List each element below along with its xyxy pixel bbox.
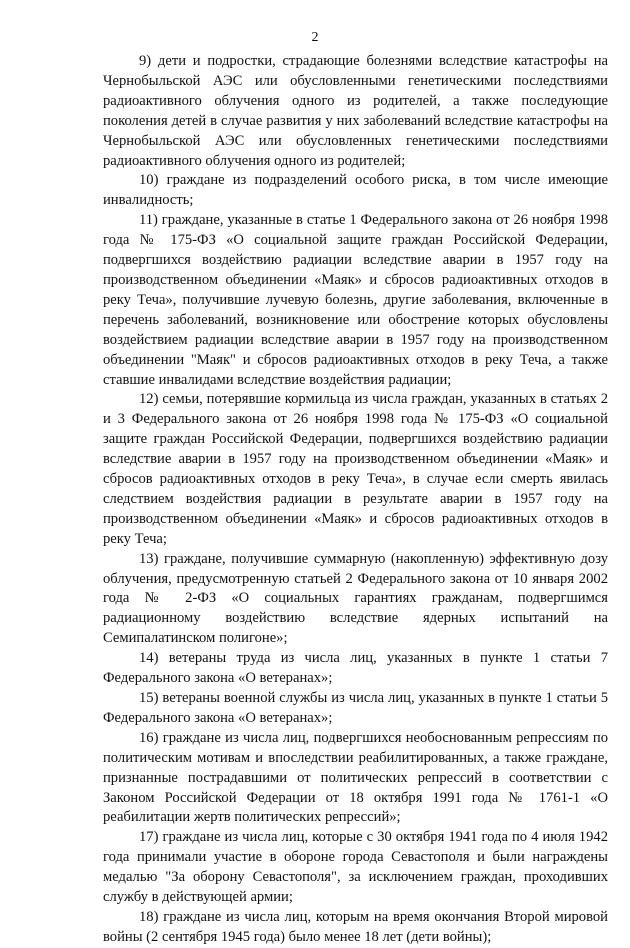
document-body	[103, 52, 608, 948]
list-item-11: 11) граждане, указанные в статье 1 Федерального закона от 26 ноября 1998 года № 175-ФЗ «О социальной защите граждан Российской Федерации, подвергшихся воздействию радиации вследствие аварии в 1957 году на производственном объединении «Маяк» и сбросов радиоактивных отходов в реку Теча», получившие лучевую болезнь, другие заболевания, включенные в перечень заболеваний, возникновение или обострение которых обусловлены воздействием радиации вследствие аварии в 1957 году на производственном объединении "Маяк" и сбросов радиоактивных отходов в реку Теча, а также ставшие инвалидами вследствие воздействия радиации;	[103, 212, 608, 388]
list-item-13: 13) граждане, получившие суммарную (накопленную) эффективную дозу облучения, предусмотренную статьей 2 Федерального закона от 10 января 2002 года № 2-ФЗ «О социальных гарантиях гражданам, подвергшимся радиационному воздействию вследствие ядерных испытаний на Семипалатинском полигоне»;	[103, 550, 608, 647]
list-item-17: 17) граждане из числа лиц, которые с 30 октября 1941 года по 4 июля 1942 года принимали участие в обороне города Севастополя и были награждены медалью "За оборону Севастополя", за исключением граждан, проходивших службу в действующей армии;	[103, 829, 608, 906]
list-item-14: 14) ветераны труда из числа лиц, указанных в пункте 1 статьи 7 Федерального закона «О ветеранах»;	[103, 650, 608, 687]
list-item-16: 16) граждане из числа лиц, подвергшихся необоснованным репрессиям по политическим мотивам и впоследствии реабилитированных, а также граждане, признанные пострадавшими от политических репрессий в соответствии с Законом Российской Федерации от 18 октября 1991 года № 1761-1 «О реабилитации жертв политических репрессий»;	[103, 729, 608, 826]
list-item-10: 10) граждане из подразделений особого риска, в том числе имеющие инвалидность;	[103, 172, 608, 209]
list-item-18: 18) граждане из числа лиц, которым на время окончания Второй мировой войны (2 сентября 1945 года) было менее 18 лет (дети войны);	[103, 908, 608, 945]
list-item-15: 15) ветераны военной службы из числа лиц, указанных в пункте 1 статьи 5 Федерального закона «О ветеранах»;	[103, 690, 608, 726]
list-item-9: 9) дети и подростки, страдающие болезнями вследствие катастрофы на Чернобыльской АЭС или обусловленными генетическими последствиями радиоактивного облучения одного из родителей, а также последующие поколения детей в случае развития у них заболеваний вследствие катастрофы на Чернобыльской АЭС или обусловленных генетическими последствиями радиоактивного облучения одного из родителей;	[103, 53, 608, 169]
list-item-12: 12) семьи, потерявшие кормильца из числа граждан, указанных в статьях 2 и 3 Федерального закона от 26 ноября 1998 года № 175-ФЗ «О социальной защите граждан Российской Федерации, подвергшихся воздействию радиации вследствие аварии в 1957 году на производственном объединении «Маяк» и сбросов радиоактивных отходов в реку Теча», в случае если смерть явилась следствием воздействия радиации в результате аварии в 1957 году на производственном объединении «Маяк» и сбросов радиоактивных отходов в реку Теча;	[103, 391, 608, 547]
page-number: 2	[311, 30, 319, 45]
